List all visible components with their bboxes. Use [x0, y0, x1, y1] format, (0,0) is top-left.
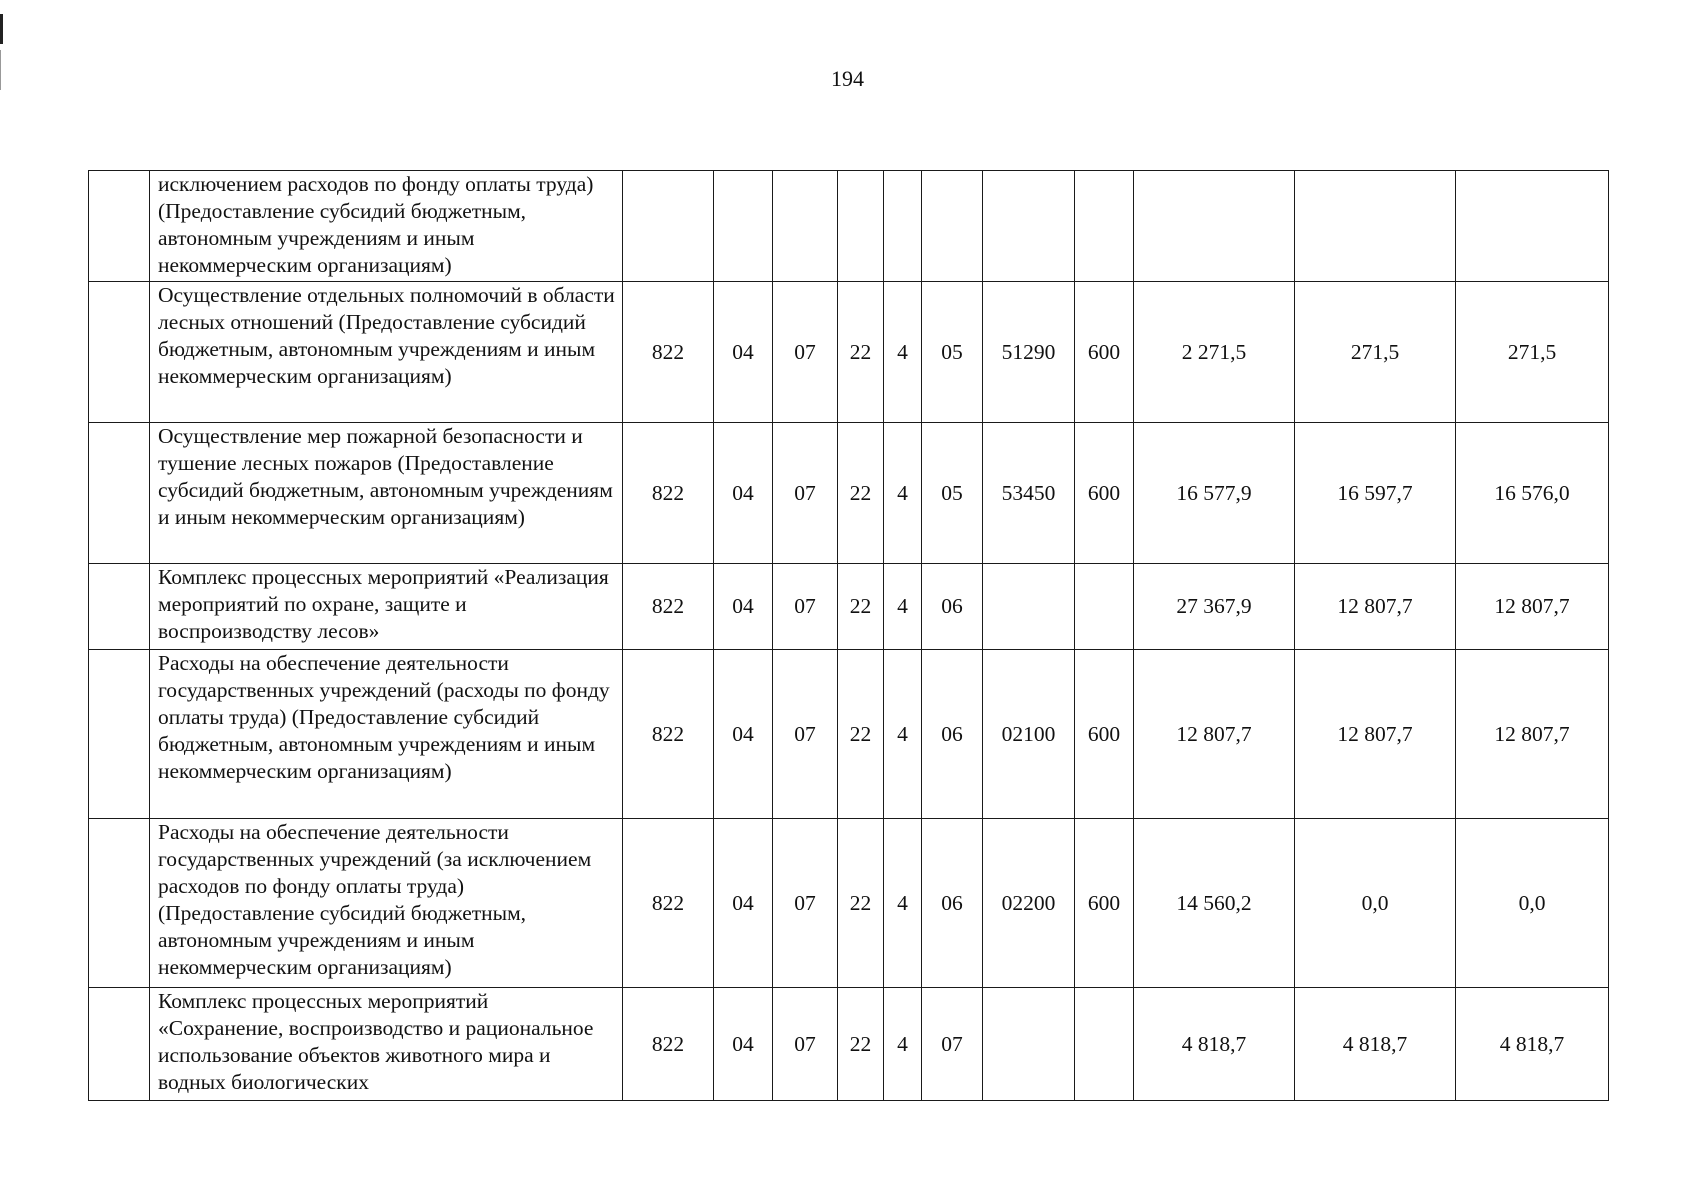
- amount-year2-cell: 271,5: [1295, 282, 1456, 423]
- section-code-cell: 04: [714, 282, 773, 423]
- ministry-code-cell: [623, 171, 714, 282]
- table-row: [89, 650, 1609, 819]
- subprogram-code-cell: 4: [884, 988, 922, 1101]
- program-code-cell: [838, 171, 884, 282]
- table-row: [89, 988, 1609, 1101]
- subsection-code-cell: 07: [773, 988, 838, 1101]
- amount-year2-cell: 0,0: [1295, 819, 1456, 988]
- subsection-code-cell: 07: [773, 282, 838, 423]
- row-number-cell: [89, 282, 150, 423]
- page-number: 194: [831, 66, 864, 91]
- event-code-cell: 06: [922, 819, 983, 988]
- program-code-cell: 22: [838, 988, 884, 1101]
- program-code-cell: 22: [838, 282, 884, 423]
- amount-year1-cell: 4 818,7: [1134, 988, 1295, 1101]
- program-code-cell: 22: [838, 564, 884, 650]
- amount-year2-cell: 4 818,7: [1295, 988, 1456, 1101]
- event-code-cell: 07: [922, 988, 983, 1101]
- section-code-cell: 04: [714, 819, 773, 988]
- subsection-code-cell: 07: [773, 650, 838, 819]
- amount-year3-cell: [1456, 171, 1609, 282]
- subprogram-code-cell: 4: [884, 423, 922, 564]
- ministry-code-cell: 822: [623, 423, 714, 564]
- direction-code-cell: [983, 171, 1075, 282]
- table-row: [89, 819, 1609, 988]
- expense-type-cell: [1075, 988, 1134, 1101]
- direction-code-cell: 51290: [983, 282, 1075, 423]
- section-code-cell: [714, 171, 773, 282]
- amount-year2-cell: [1295, 171, 1456, 282]
- subsection-code-cell: 07: [773, 819, 838, 988]
- description-cell: Осуществление мер пожарной безопасности и тушение лесных пожаров (Предоставление субсидий бюджетным, автономным учреждениям и иным некоммерческим организациям): [150, 423, 623, 564]
- amount-year3-cell: 0,0: [1456, 819, 1609, 988]
- section-code-cell: 04: [714, 564, 773, 650]
- amount-year3-cell: 271,5: [1456, 282, 1609, 423]
- program-code-cell: 22: [838, 819, 884, 988]
- subsection-code-cell: 07: [773, 564, 838, 650]
- amount-year1-cell: [1134, 171, 1295, 282]
- direction-code-cell: 53450: [983, 423, 1075, 564]
- amount-year1-cell: 27 367,9: [1134, 564, 1295, 650]
- amount-year3-cell: 4 818,7: [1456, 988, 1609, 1101]
- ministry-code-cell: 822: [623, 819, 714, 988]
- subprogram-code-cell: 4: [884, 819, 922, 988]
- program-code-cell: 22: [838, 650, 884, 819]
- amount-year1-cell: 14 560,2: [1134, 819, 1295, 988]
- subprogram-code-cell: [884, 171, 922, 282]
- row-number-cell: [89, 564, 150, 650]
- description-cell: Комплекс процессных мероприятий «Реализация мероприятий по охране, защите и воспроизводству лесов»: [150, 564, 623, 650]
- expense-type-cell: 600: [1075, 282, 1134, 423]
- direction-code-cell: [983, 564, 1075, 650]
- direction-code-cell: [983, 988, 1075, 1101]
- subprogram-code-cell: 4: [884, 650, 922, 819]
- description-cell: Расходы на обеспечение деятельности государственных учреждений (расходы по фонду оплаты труда) (Предоставление субсидий бюджетным, автономным учреждениям и иным некоммерческим организациям): [150, 650, 623, 819]
- amount-year3-cell: 12 807,7: [1456, 564, 1609, 650]
- description-cell: исключением расходов по фонду оплаты труда) (Предоставление субсидий бюджетным, автономным учреждениям и иным некоммерческим организациям): [150, 171, 623, 282]
- amount-year1-cell: 12 807,7: [1134, 650, 1295, 819]
- row-number-cell: [89, 423, 150, 564]
- amount-year2-cell: 16 597,7: [1295, 423, 1456, 564]
- table-row: [89, 171, 1609, 282]
- ministry-code-cell: 822: [623, 988, 714, 1101]
- direction-code-cell: 02200: [983, 819, 1075, 988]
- scan-edge-mark: [0, 14, 3, 44]
- event-code-cell: 06: [922, 564, 983, 650]
- expense-type-cell: 600: [1075, 819, 1134, 988]
- section-code-cell: 04: [714, 988, 773, 1101]
- table-row: [89, 282, 1609, 423]
- expense-type-cell: 600: [1075, 650, 1134, 819]
- amount-year3-cell: 12 807,7: [1456, 650, 1609, 819]
- row-number-cell: [89, 171, 150, 282]
- ministry-code-cell: 822: [623, 650, 714, 819]
- subsection-code-cell: 07: [773, 423, 838, 564]
- event-code-cell: 05: [922, 423, 983, 564]
- direction-code-cell: 02100: [983, 650, 1075, 819]
- event-code-cell: 05: [922, 282, 983, 423]
- amount-year2-cell: 12 807,7: [1295, 564, 1456, 650]
- expense-type-cell: [1075, 171, 1134, 282]
- description-cell: Комплекс процессных мероприятий «Сохранение, воспроизводство и рациональное использование объектов животного мира и водных биологических: [150, 988, 623, 1101]
- section-code-cell: 04: [714, 423, 773, 564]
- event-code-cell: 06: [922, 650, 983, 819]
- ministry-code-cell: 822: [623, 564, 714, 650]
- description-cell: Расходы на обеспечение деятельности государственных учреждений (за исключением расходов по фонду оплаты труда) (Предоставление субсидий бюджетным, автономным учреждениям и иным некоммерческим организациям): [150, 819, 623, 988]
- amount-year1-cell: 16 577,9: [1134, 423, 1295, 564]
- description-cell: Осуществление отдельных полномочий в области лесных отношений (Предоставление субсидий бюджетным, автономным учреждениям и иным некоммерческим организациям): [150, 282, 623, 423]
- table-row: [89, 564, 1609, 650]
- amount-year3-cell: 16 576,0: [1456, 423, 1609, 564]
- expense-type-cell: [1075, 564, 1134, 650]
- row-number-cell: [89, 988, 150, 1101]
- row-number-cell: [89, 650, 150, 819]
- event-code-cell: [922, 171, 983, 282]
- ministry-code-cell: 822: [623, 282, 714, 423]
- subsection-code-cell: [773, 171, 838, 282]
- subprogram-code-cell: 4: [884, 282, 922, 423]
- amount-year1-cell: 2 271,5: [1134, 282, 1295, 423]
- row-number-cell: [89, 819, 150, 988]
- budget-table: [88, 170, 1609, 1101]
- subprogram-code-cell: 4: [884, 564, 922, 650]
- program-code-cell: 22: [838, 423, 884, 564]
- expense-type-cell: 600: [1075, 423, 1134, 564]
- table-row: [89, 423, 1609, 564]
- amount-year2-cell: 12 807,7: [1295, 650, 1456, 819]
- section-code-cell: 04: [714, 650, 773, 819]
